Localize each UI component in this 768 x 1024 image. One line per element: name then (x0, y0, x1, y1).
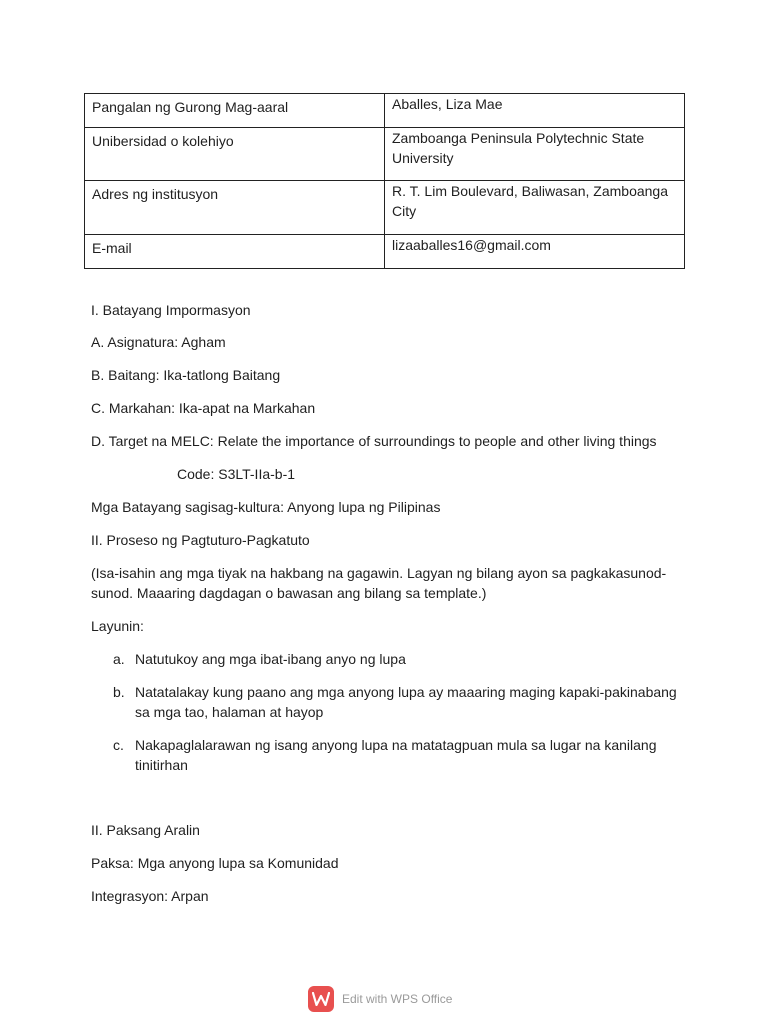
table-cell-value: Zamboanga Peninsula Polytechnic State University (385, 128, 685, 181)
melc-label: Target na MELC: (108, 433, 214, 449)
markahan-label: Markahan (108, 400, 172, 416)
melc-value: Relate the importance of surroundings to people and other living things (213, 433, 657, 449)
info-table (84, 93, 685, 269)
table-cell-value: R. T. Lim Boulevard, Baliwasan, Zamboanga City (385, 181, 685, 235)
table-cell-label: E-mail (85, 235, 385, 269)
table-cell-value: Aballes, Liza Mae (385, 94, 685, 128)
table-row (85, 235, 685, 269)
section-heading-paksang-aralin: II. Paksang Aralin (91, 822, 200, 838)
baitang-label: Baitang (108, 367, 156, 383)
section-heading-proseso: II. Proseso ng Pagtuturo-Pagkatuto (91, 532, 310, 548)
asignatura-prefix: A. (91, 334, 108, 350)
kultura-value: : Anyong lupa ng Pilipinas (280, 499, 441, 515)
melc-prefix: D. (91, 433, 109, 449)
instructions-paragraph: (Isa-isahin ang mga tiyak na hakbang na gagawin. Lagyan ng bilang ayon sa pagkakasunod-sunod. Maaaring dagdagan o bawasan ang bilang sa template.) (91, 565, 667, 601)
asignatura-label: Asignatura (107, 334, 175, 350)
list-item-text: Natatalakay kung paano ang mga anyong lupa ay maaaring maging kapaki-pakinabang sa mga tao, halaman at hayop (135, 684, 677, 720)
table-row (85, 128, 685, 181)
layunin-label: Layunin: (91, 618, 144, 634)
markahan-prefix: C. (91, 400, 109, 416)
list-item (113, 735, 683, 775)
list-marker: b. (113, 684, 125, 700)
asignatura-value: : Agham (174, 334, 226, 350)
baitang-line (91, 365, 280, 385)
wps-office-logo-icon (308, 986, 334, 1012)
baitang-prefix: B. (91, 367, 109, 383)
table-cell-label: Adres ng institusyon (85, 181, 385, 235)
table-row (85, 94, 685, 128)
melc-line (91, 431, 657, 451)
kultura-line (91, 497, 440, 517)
markahan-value: : Ika-apat na Markahan (171, 400, 316, 416)
table-cell-label: Unibersidad o kolehiyo (85, 128, 385, 181)
paksa-line: Paksa: Mga anyong lupa sa Komunidad (91, 855, 339, 871)
asignatura-line (91, 332, 226, 352)
list-item (113, 682, 683, 722)
kultura-label: Mga Batayang sagisag-kultura (91, 499, 281, 515)
table-row (85, 181, 685, 235)
table-cell-value: lizaaballes16@gmail.com (385, 235, 685, 269)
code-line (177, 464, 295, 484)
list-item-text: Natutukoy ang mga ibat-ibang anyo ng lupa (135, 651, 406, 667)
wps-edit-badge[interactable] (308, 985, 452, 1013)
integrasyon-line: Integrasyon: Arpan (91, 888, 209, 904)
table-cell-label: Pangalan ng Gurong Mag-aaral (85, 94, 385, 128)
list-marker: c. (113, 737, 124, 753)
wps-edit-label: Edit with WPS Office (342, 992, 453, 1006)
baitang-value: : Ika-tatlong Baitang (155, 367, 281, 383)
list-marker: a. (113, 651, 125, 667)
code-value: : S3LT-IIa-b-1 (210, 466, 296, 482)
code-label: Code (177, 466, 211, 482)
section-heading-batayang-impormasyon: I. Batayang Impormasyon (91, 302, 251, 318)
list-item-text: Nakapaglalarawan ng isang anyong lupa na matatagpuan mula sa lugar na kanilang tinitirhan (135, 737, 657, 773)
markahan-line (91, 398, 315, 418)
list-item (113, 649, 683, 669)
